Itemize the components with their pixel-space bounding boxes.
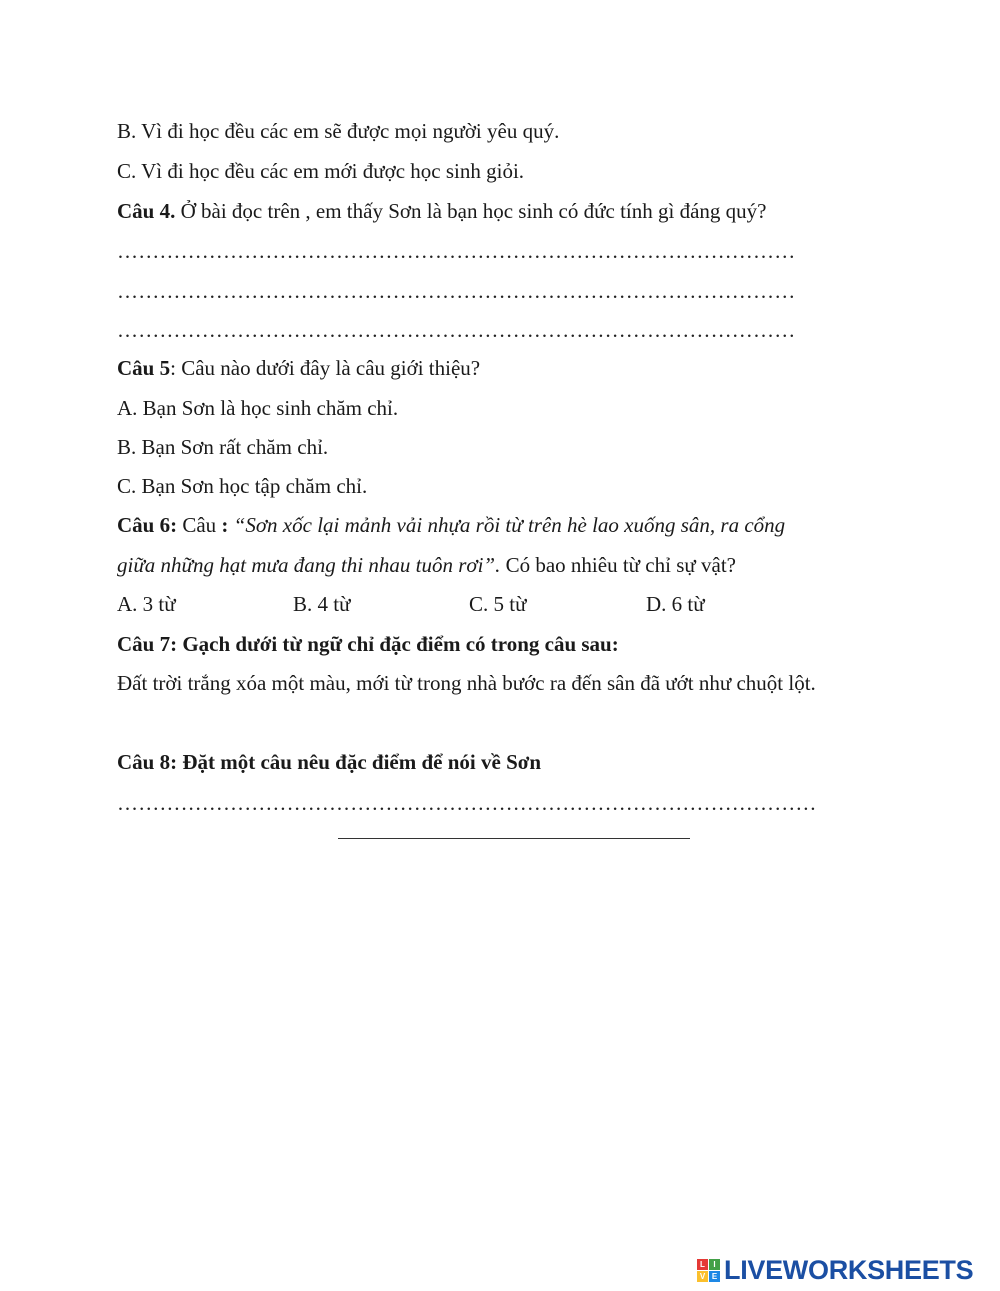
question-7-sentence[interactable]: Đất trời trắng xóa một màu, mới từ trong nhà bước ra đến sân đã ướt như chuột lột. [117, 671, 816, 695]
question-4-label: Câu 4. [117, 199, 176, 223]
option-q6-d[interactable]: D. 6 từ [646, 592, 705, 616]
question-8-title-text: Câu 8: Đặt một câu nêu đặc điểm để nói về Sơn [117, 750, 542, 774]
question-6-options [117, 592, 817, 616]
option-q6-c[interactable]: C. 5 từ [469, 592, 527, 616]
question-4 [117, 199, 766, 223]
logo-tile: V [697, 1271, 708, 1282]
logo-tiles-icon [697, 1259, 720, 1282]
question-5 [117, 356, 480, 380]
question-4-text: Ở bài đọc trên , em thấy Sơn là bạn học sinh có đức tính gì đáng quý? [175, 199, 767, 223]
option-q5-b[interactable]: B. Bạn Sơn rất chăm chỉ. [117, 435, 329, 459]
question-7-title-text: Câu 7: Gạch dưới từ ngữ chỉ đặc điểm có trong câu sau: [117, 632, 619, 656]
question-8-title [117, 750, 541, 774]
logo-tile: L [697, 1259, 708, 1270]
liveworksheets-logo [697, 1255, 973, 1286]
option-q3-c: C. Vì đi học đều các em mới được học sinh giỏi. [117, 159, 525, 183]
option-q5-c[interactable]: C. Bạn Sơn học tập chăm chỉ. [117, 474, 368, 498]
question-6-quote-1: “Sơn xốc lại mảnh vải nhựa rồi từ trên hè lao xuống sân, ra cổng [228, 513, 786, 537]
option-q6-a[interactable]: A. 3 từ [117, 592, 176, 616]
end-divider [338, 838, 690, 839]
option-q3-b: B. Vì đi học đều các em sẽ được mọi người yêu quý. [117, 119, 560, 143]
question-6-ask: Có bao nhiêu từ chỉ sự vật? [500, 553, 736, 577]
answer-line[interactable]: …………………………………………………………………………………… [117, 318, 796, 342]
option-q5-a[interactable]: A. Bạn Sơn là học sinh chăm chỉ. [117, 396, 399, 420]
question-7-title [117, 632, 619, 656]
question-6-cont [117, 553, 736, 577]
question-6-quote-2: giữa những hạt mưa đang thi nhau tuôn rơi”. [117, 553, 501, 577]
question-6-colon: : [221, 513, 229, 537]
option-q6-b[interactable]: B. 4 từ [293, 592, 351, 616]
question-5-label: Câu 5 [117, 356, 171, 380]
answer-line[interactable]: ……………………………………………………………………………………… [117, 791, 817, 815]
answer-line[interactable]: …………………………………………………………………………………… [117, 239, 796, 263]
question-6-pre: Câu [177, 513, 222, 537]
logo-tile: E [709, 1271, 720, 1282]
logo-text: LIVEWORKSHEETS [724, 1255, 974, 1285]
question-6 [117, 513, 785, 537]
question-5-text: : Câu nào dưới đây là câu giới thiệu? [170, 356, 481, 380]
answer-line[interactable]: …………………………………………………………………………………… [117, 279, 796, 303]
logo-tile: I [709, 1259, 720, 1270]
question-6-label: Câu 6: [117, 513, 178, 537]
